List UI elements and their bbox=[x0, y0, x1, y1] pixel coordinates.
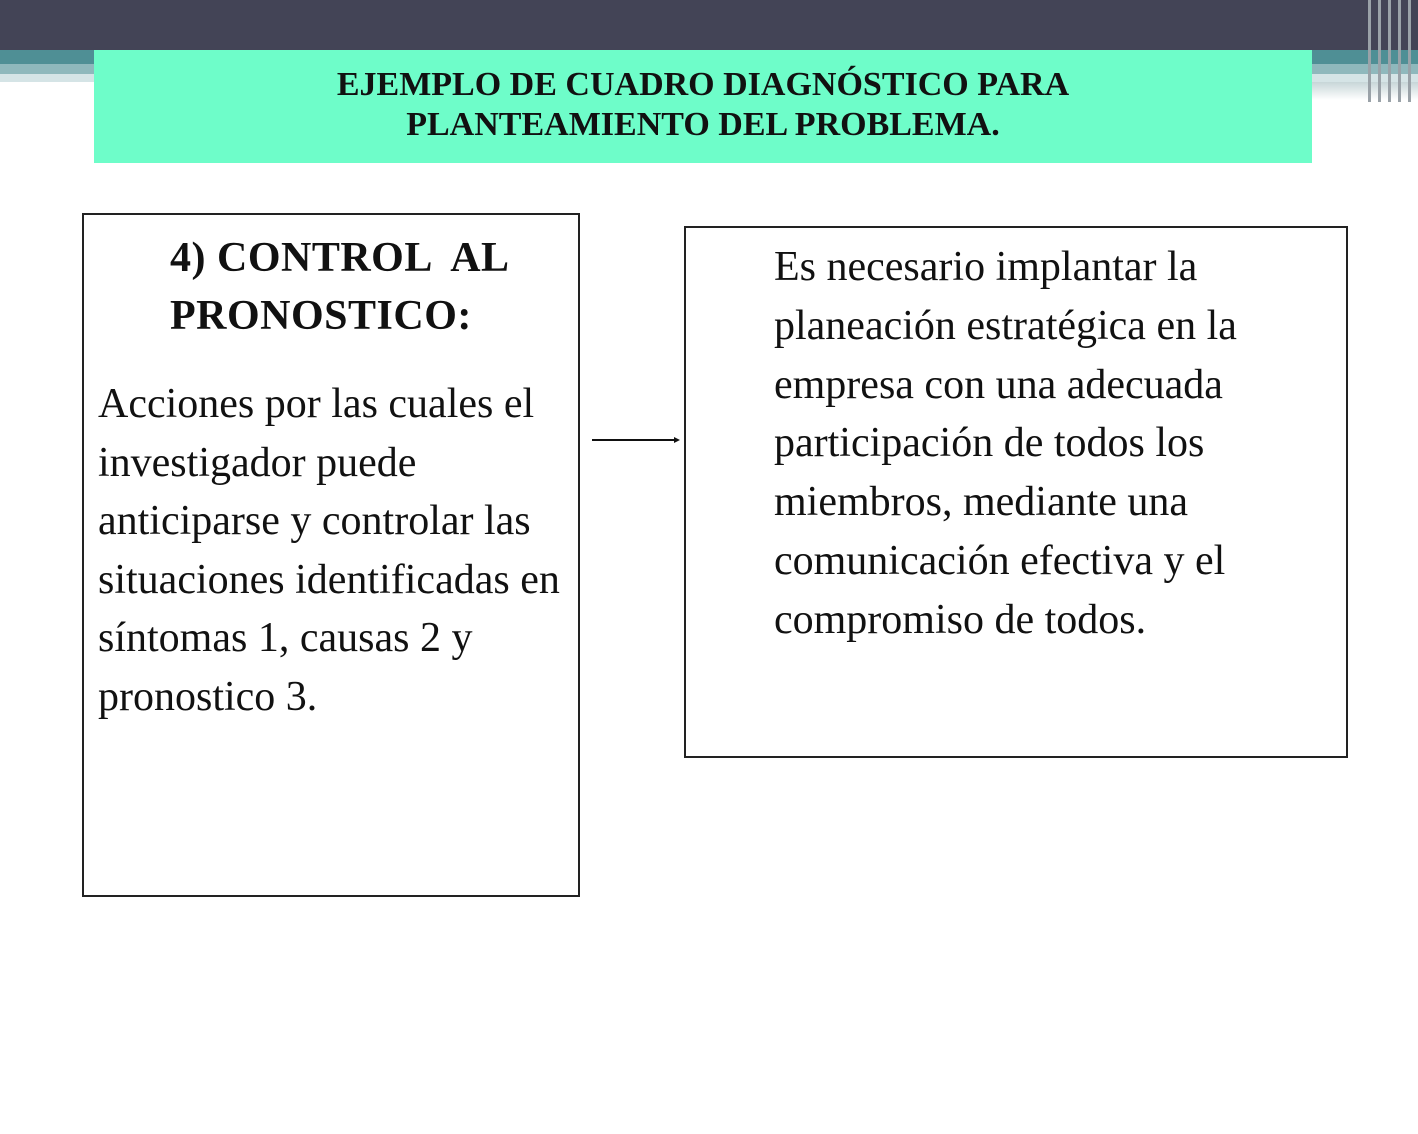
slide-top-bar bbox=[0, 0, 1418, 50]
proposal-box bbox=[684, 226, 1348, 758]
title-line-1: EJEMPLO DE CUADRO DIAGNÓSTICO PARA bbox=[336, 66, 1070, 103]
box-heading bbox=[170, 229, 570, 345]
arrow-connector bbox=[590, 430, 682, 450]
control-pronostico-box bbox=[82, 213, 580, 897]
decorative-vertical-lines bbox=[1362, 0, 1418, 102]
proposal-text: Es necesario implantar la planeación estratégica en la empresa con una adecuada participación de todos los miembros, mediante una comunicación efectiva y el compromiso de todos. bbox=[774, 244, 1237, 643]
heading-line-1: 4) CONTROL AL bbox=[170, 235, 510, 281]
title-line-2: PLANTEAMIENTO DEL PROBLEMA. bbox=[406, 106, 1000, 143]
box-description: Acciones por las cuales el investigador puede anticiparse y controlar las situaciones identificadas en síntomas 1, causas 2 y pronostico 3. bbox=[98, 381, 560, 720]
heading-line-2: PRONOSTICO: bbox=[170, 293, 472, 339]
slide-title bbox=[94, 50, 1312, 163]
